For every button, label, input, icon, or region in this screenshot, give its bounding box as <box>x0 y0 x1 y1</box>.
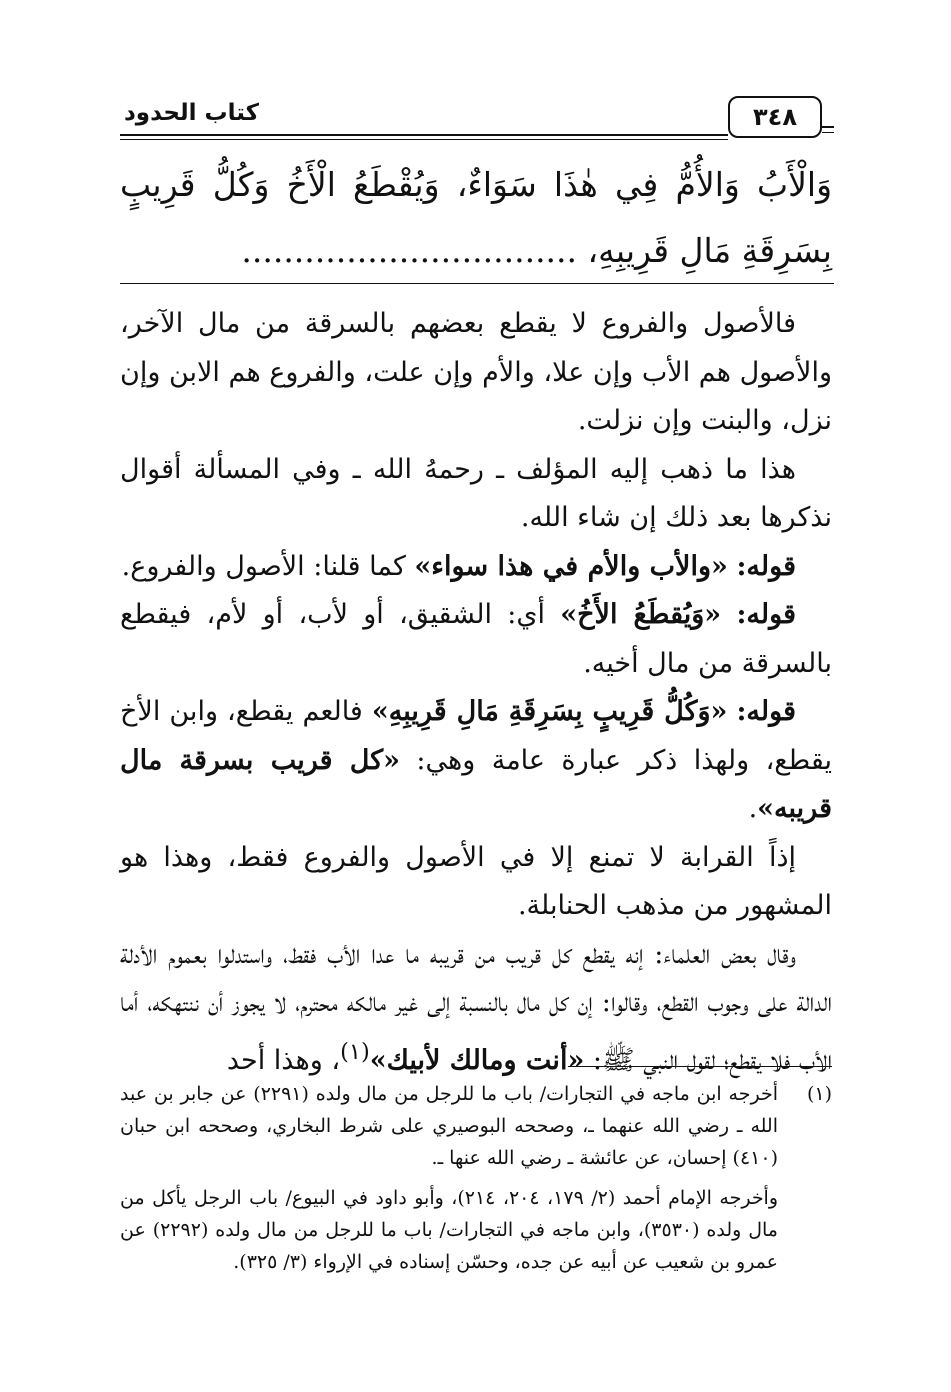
header-rule-thin <box>120 139 728 140</box>
commentary-paragraph: فالأصول والفروع لا يقطع بعضهم بالسرقة من مال الآخر، والأصول هم الأب وإن علا، والأم وإن علت، والفروع هم الابن وإن نزل، والبنت وإن نزلت. <box>120 308 832 436</box>
footnote-number: (١) <box>806 1083 832 1105</box>
paragraph-text: ، وهذا أحد <box>226 1044 341 1076</box>
paragraph-text: وقال بعض العلماء: إنه يقطع كل قريب من قريبه ما عدا الأب فقط، واستدلوا بعموم الأدلة الدالة على وجوب القطع، وقالوا: إن كل مال بالنسبة إلى غير مالكه محترم، لا يجوز أن ننتهكه، أما الأب فلا يقطع؛ لقول النبي ﷺ: <box>120 938 832 1076</box>
quoted-matn: «وَيُقطَعُ الأَخُ» <box>560 599 722 630</box>
header-rule-short-thin <box>822 132 834 133</box>
footnote <box>120 1078 832 1278</box>
qawluhu-label: قوله: <box>736 599 796 630</box>
quoted-phrase: «كل قريب بسرقة مال قريبه» <box>120 744 832 824</box>
commentary <box>120 300 832 1085</box>
commentary-paragraph <box>120 543 832 592</box>
running-header <box>120 96 832 146</box>
paragraph-text: أي: الشقيق، أو لأب، أو لأم، فيقطع بالسرقة من مال أخيه. <box>120 599 832 679</box>
page-number: ٣٤٨ <box>728 96 822 138</box>
header-rule-short <box>822 126 834 128</box>
footnote-separator <box>568 1066 832 1067</box>
qawluhu-label: قوله: <box>736 550 796 582</box>
commentary-paragraph <box>120 688 832 834</box>
paragraph-text: . <box>748 793 758 824</box>
header-rule <box>120 134 728 136</box>
matn-line: وَالْأَبُ وَالأُمُّ فِي هٰذَا سَوَاءٌ، وَيُقْطَعُ الْأَخُ وَكُلُّ قَرِيبٍ بِسَرِقَةِ مَالِ قَرِيبِهِ، <box>120 165 832 270</box>
qawluhu-label: قوله: <box>736 696 796 727</box>
quoted-matn: «وَكُلُّ قَرِيبٍ بِسَرِقَةِ مَالِ قَرِيبِهِ» <box>371 696 728 727</box>
footnote-ref[interactable]: (١) <box>340 1038 370 1065</box>
commentary-paragraph <box>120 591 832 688</box>
commentary-paragraph: إذاً القرابة لا تمنع إلا في الأصول والفروع فقط، وهذا هو المشهور من مذهب الحنابلة. <box>120 841 832 921</box>
commentary-paragraph <box>120 931 832 1086</box>
footnote-body <box>120 1078 778 1278</box>
footnote-paragraph: أخرجه ابن ماجه في التجارات/ باب ما للرجل من مال ولده (٢٢٩١) عن جابر بن عبد الله ـ رضي الله عنهما ـ، وصححه البوصيري على شرط البخاري، وصححه ابن حبان (٤١٠) إحسان، عن عائشة ـ رضي الله عنها ـ. <box>120 1083 778 1169</box>
paragraph-text: فالعم يقطع، وابن الأخ يقطع، ولهذا ذكر عبارة عامة وهي: <box>120 696 832 776</box>
matn-separator <box>120 283 834 284</box>
footnotes <box>120 1078 832 1278</box>
matn-dots: ................................ <box>241 231 578 270</box>
book-title: كتاب الحدود <box>124 100 260 126</box>
footnote-paragraph: وأخرجه الإمام أحمد (٢/ ١٧٩، ٢٠٤، ٢١٤)، وأبو داود في البيوع/ باب الرجل يأكل من مال ولده (٣٥٣٠)، وابن ماجه في التجارات/ باب ما للرجل من مال ولده (٢٢٩٢) عن عمرو بن شعيب عن أبيه عن جده، وحسّن إسناده في الإرواء (٣/ ٣٢٥). <box>120 1187 779 1273</box>
commentary-paragraph: هذا ما ذهب إليه المؤلف ـ رحمهُ الله ـ وفي المسألة أقوال نذكرها بعد ذلك إن شاء الله. <box>120 453 832 533</box>
quoted-matn: «والأب والأم في هذا سواء» <box>414 550 728 582</box>
matn-text <box>120 152 832 284</box>
paragraph-text: كما قلنا: الأصول والفروع. <box>121 550 415 582</box>
hadith-quote: «أنت ومالك لأبيك» <box>369 1044 585 1076</box>
